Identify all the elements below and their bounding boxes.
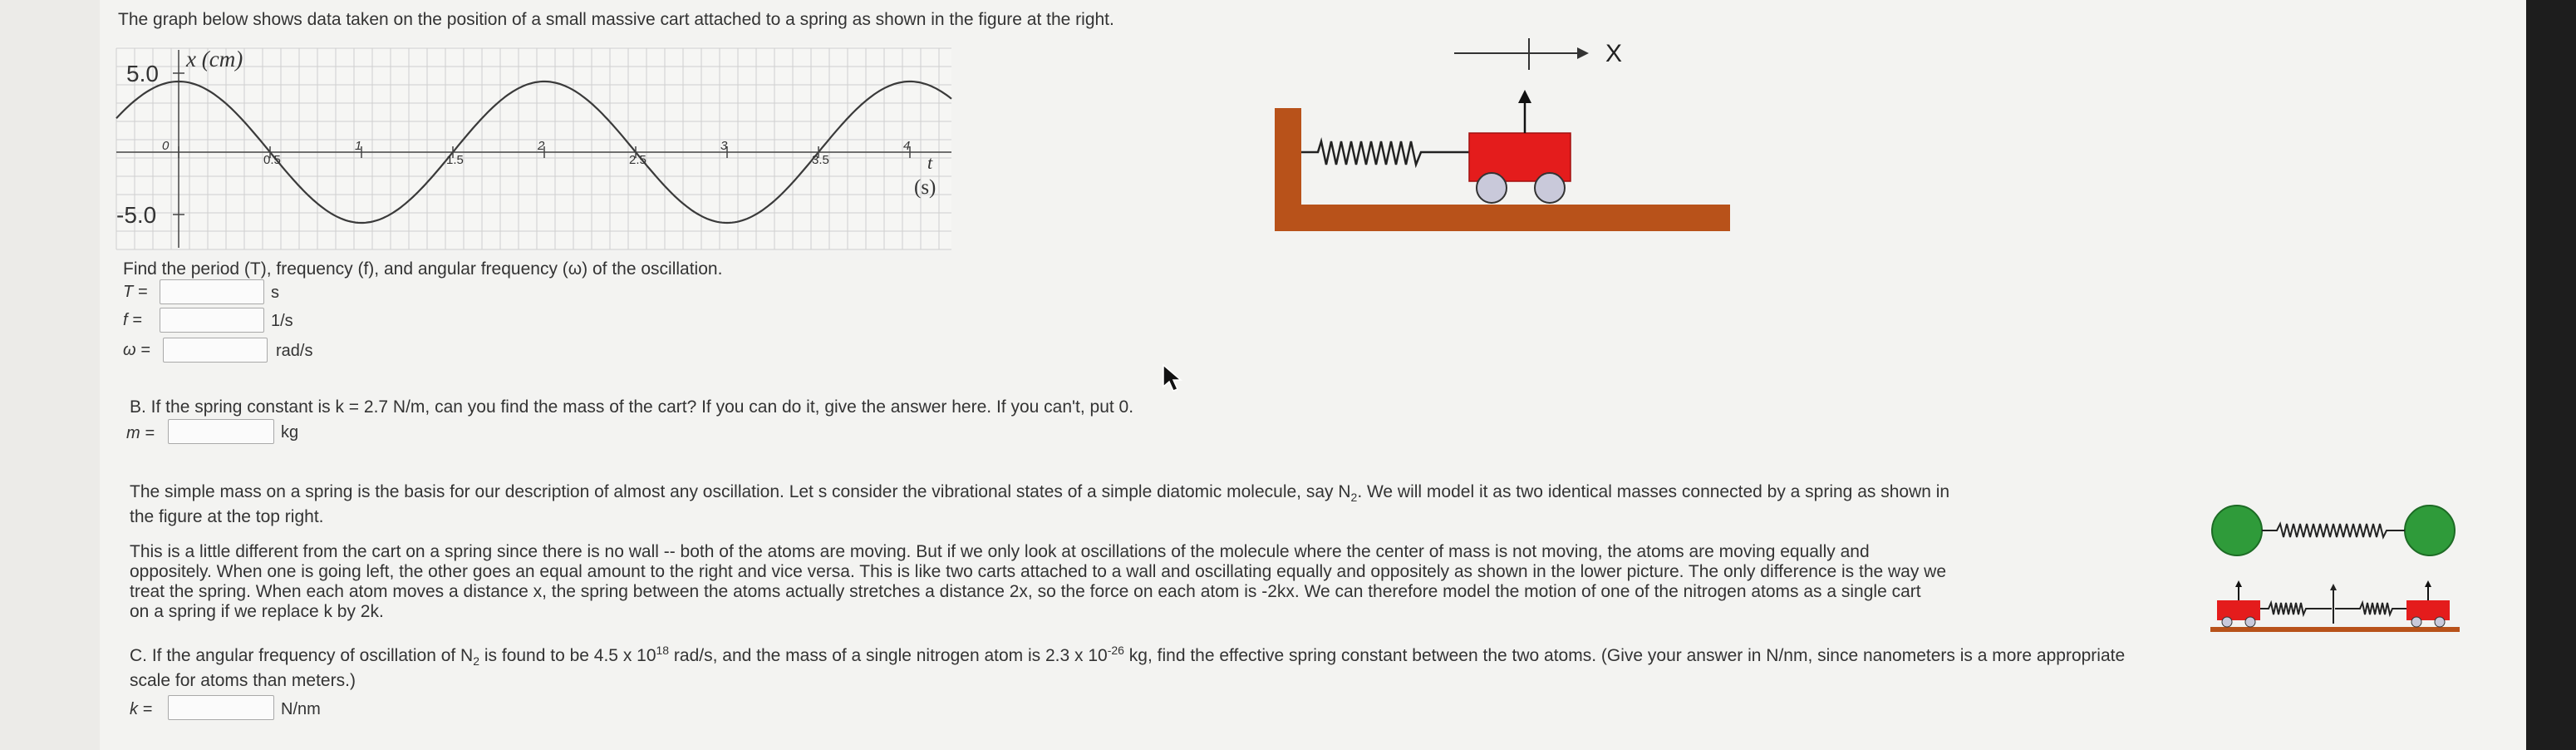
- x-axis-label-figure: X: [1605, 40, 1623, 67]
- frequency-label: f =: [123, 311, 142, 329]
- period-input[interactable]: [160, 279, 264, 304]
- mass-unit: kg: [281, 423, 299, 442]
- spring: [1301, 141, 1471, 165]
- spring-constant-input[interactable]: [168, 695, 274, 720]
- mass-label: m =: [126, 424, 155, 442]
- part-c-sup-mass: -26: [1107, 644, 1124, 657]
- x-tick-label: 4: [903, 139, 911, 153]
- angular-frequency-input[interactable]: [163, 338, 268, 363]
- molecule-p1-text-b: . We will model it as two identical masses connected by a spring as shown in: [1357, 482, 1950, 501]
- atom-left: [2212, 506, 2262, 555]
- molecule-p1-text-a: The simple mass on a spring is the basis for our description of almost any oscillation. Let s consider the vibrational states of a simple diatomic molecule, say N: [130, 482, 1351, 501]
- y-max-label: 5.0: [126, 61, 159, 86]
- cart-right: [2406, 600, 2450, 620]
- molecule-p1-line2: the figure at the top right.: [130, 507, 324, 527]
- screen-edge: [2526, 0, 2576, 750]
- molecule-p2-line: oppositely. When one is going left, the other goes an equal amount to the right and vice versa. This is like two carts attached to a wall and oscillating equally and oppositely as shown in the lower picture. The only difference is the way we: [130, 562, 1947, 581]
- atom-right: [2405, 506, 2455, 555]
- spring-constant-unit: N/nm: [281, 700, 321, 718]
- cart-spring-figure: [1271, 32, 1737, 239]
- x-tick-label: 0: [162, 139, 170, 153]
- diatomic-molecule-figure: [2210, 501, 2460, 634]
- part-c-text-b: is found to be 4.5 x 10: [479, 646, 656, 665]
- part-c-prompt: [130, 640, 2456, 691]
- mouse-cursor-icon: [1162, 363, 1183, 393]
- period-label: T =: [123, 283, 148, 301]
- molecule-p2-line: treat the spring. When each atom moves a distance x, the spring between the atoms actually stretches a distance 2x, so the force on each atom is -2kx. We can therefore model the motion of one of the nitrogen atoms as a single cart: [130, 582, 1921, 601]
- part-c-text-c: rad/s, and the mass of a single nitrogen atom is 2.3 x 10: [669, 646, 1108, 665]
- part-c-sub-n2: 2: [473, 654, 480, 669]
- x-axis-unit: (s): [914, 176, 937, 199]
- two-cart-figure: [2210, 580, 2460, 632]
- x-tick-label: 3.5: [812, 153, 829, 167]
- molecule-p2-line: This is a little different from the cart on a spring since there is no wall -- both of the atoms are moving. But if we only look at oscillations of the molecule where the center of mass is not moving, the atoms are moving equally and: [130, 542, 1870, 561]
- spring-constant-label: k =: [130, 700, 153, 718]
- part-c-text-d: kg, find the effective spring constant between the two atoms. (Give your answer in N/nm, since nanometers is a more appropriate: [1123, 646, 2126, 665]
- y-min-label: -5.0: [116, 202, 157, 228]
- two-cart-floor: [2210, 627, 2460, 632]
- part-c-sup-omega: 18: [656, 644, 670, 657]
- left-margin: [0, 0, 100, 750]
- x-tick-label: 2.5: [629, 153, 646, 167]
- part-c-line2: scale for atoms than meters.): [130, 671, 356, 691]
- x-axis-label: t: [927, 152, 933, 173]
- frequency-input[interactable]: [160, 308, 264, 333]
- x-tick-label: 3: [720, 139, 728, 153]
- cart-left: [2217, 600, 2260, 620]
- position-graph: [116, 40, 956, 249]
- period-unit: s: [271, 284, 279, 302]
- frequency-unit: 1/s: [271, 312, 293, 330]
- x-tick-label: 0.5: [263, 153, 281, 167]
- molecule-intro-paragraph: [130, 482, 2207, 527]
- x-tick-label: 1: [355, 139, 362, 153]
- angular-frequency-label: ω =: [123, 341, 150, 359]
- molecule-p1-sub: 2: [1350, 491, 1358, 505]
- molecule-model-paragraph: [130, 542, 2207, 622]
- molecule-p2-line: on a spring if we replace k by 2k.: [130, 602, 384, 621]
- intro-text: The graph below shows data taken on the position of a small massive cart attached to a spring as shown in the figure at the right.: [118, 10, 1114, 29]
- part-b-prompt: B. If the spring constant is k = 2.7 N/m, can you find the mass of the cart? If you can do it, give the answer here. If you can't, put 0.: [130, 397, 1134, 417]
- cart-wheel-left: [1477, 173, 1507, 203]
- mass-input[interactable]: [168, 419, 274, 444]
- molecule-spring: [2262, 524, 2405, 537]
- cart-wheel-right: [1535, 173, 1565, 203]
- x-tick-label: 1.5: [446, 153, 464, 167]
- part-a-prompt: Find the period (T), frequency (f), and angular frequency (ω) of the oscillation.: [123, 259, 723, 279]
- angular-frequency-unit: rad/s: [276, 342, 313, 360]
- y-axis-label: x (cm): [186, 47, 243, 72]
- x-tick-label: 2: [538, 139, 545, 153]
- part-c-text-a: C. If the angular frequency of oscillation of N: [130, 646, 474, 665]
